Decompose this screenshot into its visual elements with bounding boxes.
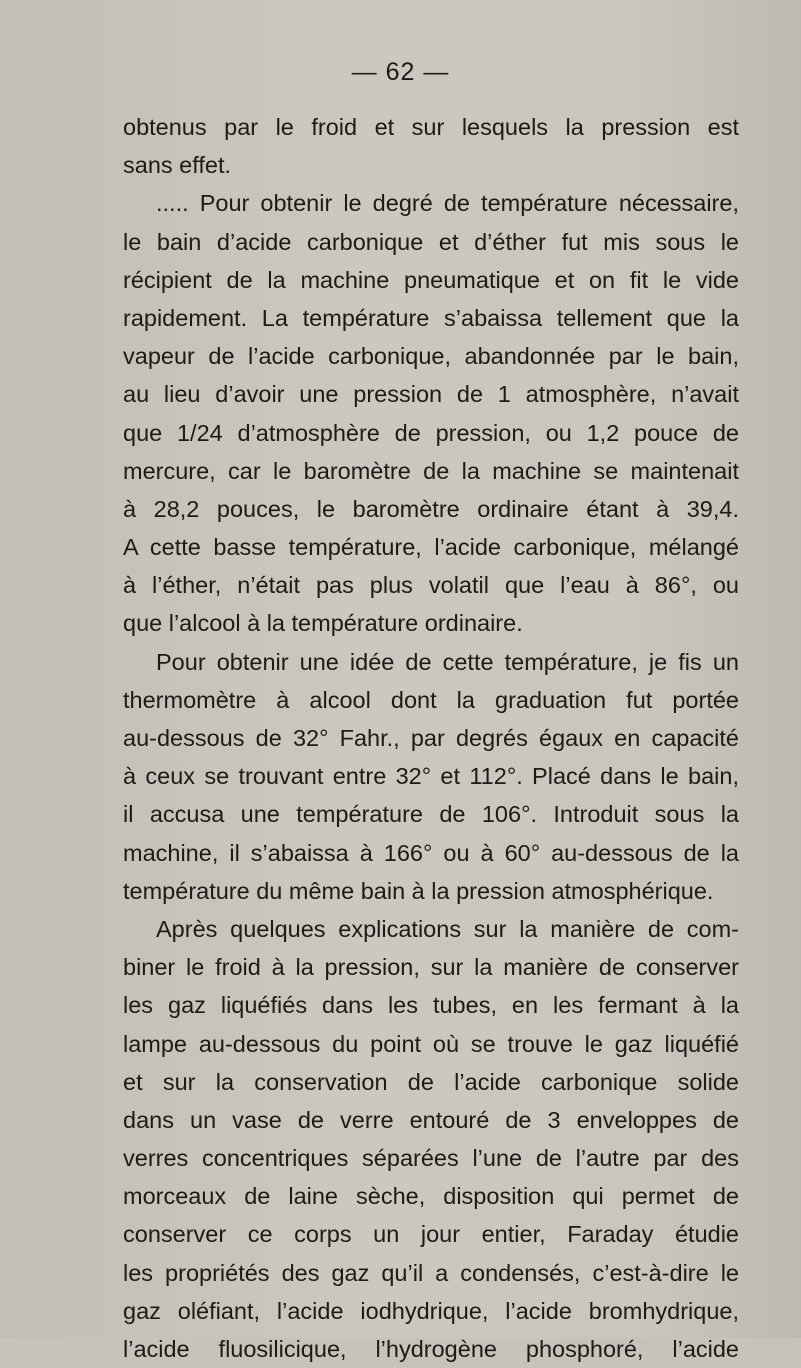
text-line: gaz oléfiant, l’acide iodhydrique, l’acide bromhydrique,: [123, 1297, 739, 1324]
text-line: à l’éther, n’était pas plus volatil que l’eau à 86°, ou: [123, 572, 739, 599]
text-line: et sur la conservation de l’acide carbonique solide: [123, 1068, 739, 1095]
text-line: sans effet.: [123, 152, 231, 179]
text-line: au lieu d’avoir une pression de 1 atmosphère, n’avait: [123, 381, 739, 408]
text-line: Après quelques explications sur la manière de com-: [156, 915, 739, 942]
text-line: conserver ce corps un jour entier, Faraday étudie: [123, 1221, 739, 1248]
text-line: morceaux de laine sèche, disposition qui permet de: [123, 1183, 739, 1210]
text-line: que 1/24 d’atmosphère de pression, ou 1,2 pouce de: [123, 419, 739, 446]
text-line: vapeur de l’acide carbonique, abandonnée par le bain,: [123, 343, 739, 370]
text-line: biner le froid à la pression, sur la manière de conserver: [123, 954, 739, 981]
text-line: il accusa une température de 106°. Introduit sous la: [123, 801, 739, 828]
text-line: thermomètre à alcool dont la graduation fut portée: [123, 686, 739, 713]
text-line: obtenus par le froid et sur lesquels la pression est: [123, 114, 739, 140]
text-line: rapidement. La température s’abaissa tellement que la: [123, 304, 739, 331]
text-line: lampe au-dessous du point où se trouve le gaz liquéfié: [123, 1030, 739, 1057]
text-line: à 28,2 pouces, le baromètre ordinaire étant à 39,4.: [123, 495, 739, 522]
text-line: dans un vase de verre entouré de 3 enveloppes de: [123, 1106, 739, 1133]
text-line: Pour obtenir une idée de cette température, je fis un: [156, 648, 739, 675]
text-line: ..... Pour obtenir le degré de température nécessaire,: [156, 190, 739, 217]
text-line: A cette basse température, l’acide carbonique, mélangé: [123, 534, 739, 561]
text-line: mercure, car le baromètre de la machine se maintenait: [123, 457, 739, 484]
text-line: que l’alcool à la température ordinaire.: [123, 610, 523, 637]
text-line: verres concentriques séparées l’une de l’autre par des: [123, 1145, 739, 1172]
text-line: récipient de la machine pneumatique et on fit le vide: [123, 266, 739, 293]
body-text: [123, 108, 739, 1368]
text-line: l’acide fluosilicique, l’hydrogène phosphoré, l’acide: [123, 1336, 739, 1362]
text-line: les gaz liquéfiés dans les tubes, en les fermant à la: [123, 992, 739, 1019]
text-line: machine, il s’abaissa à 166° ou à 60° au-dessous de la: [123, 839, 739, 866]
text-line: les propriétés des gaz qu’il a condensés, c’est-à-dire le: [123, 1259, 739, 1286]
page-number: — 62 —: [351, 58, 450, 86]
text-line: le bain d’acide carbonique et d’éther fut mis sous le: [123, 228, 739, 255]
text-line: au-dessous de 32° Fahr., par degrés égaux en capacité: [123, 725, 739, 751]
text-line: à ceux se trouvant entre 32° et 112°. Placé dans le bain,: [123, 763, 739, 790]
text-line: température du même bain à la pression atmosphérique.: [123, 877, 714, 904]
